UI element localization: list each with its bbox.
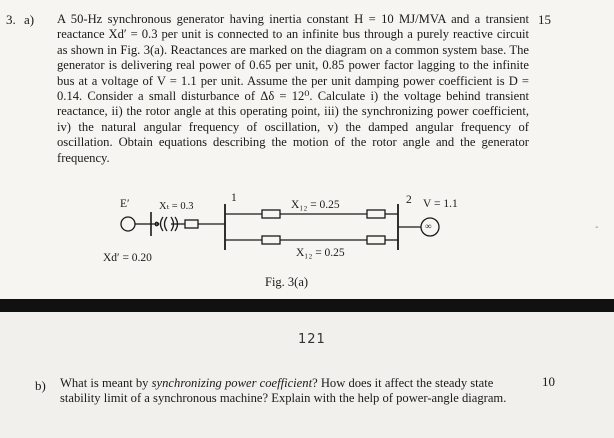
question-number: 3. (6, 12, 16, 27)
part-b-label: b) (35, 378, 46, 393)
line-1-reactance-left (262, 210, 280, 218)
part-b-text-start: What is meant by (60, 376, 152, 390)
figure-caption: Fig. 3(a) (265, 275, 309, 289)
line-2-reactance-right (367, 236, 385, 244)
page-divider (0, 299, 614, 313)
transformer-reactance (185, 220, 198, 228)
line-2-reactance-label: X₁₂ = 0.25 (296, 247, 345, 259)
part-b-italic-term: synchronizing power coefficient (151, 376, 313, 390)
infinity-icon: ∞ (425, 221, 432, 231)
part-a-label: a) (24, 12, 35, 27)
generator-symbol (121, 217, 135, 231)
bus-2-label: 2 (406, 194, 412, 206)
line-1-reactance-label: X₁₂ = 0.25 (291, 199, 340, 211)
line-1-reactance-right (367, 210, 385, 218)
line-2-reactance-left (262, 236, 280, 244)
emf-label: E′ (120, 198, 130, 210)
generator-reactance-label: Xd′ = 0.20 (103, 252, 152, 264)
margin-mark: - (595, 222, 599, 233)
page-lower (0, 312, 614, 438)
bus-1-label: 1 (231, 192, 237, 204)
part-a-marks: 15 (538, 12, 551, 27)
transformer-reactance-label: Xₜ = 0.3 (159, 201, 194, 212)
transformer-symbol (161, 217, 168, 231)
part-b-text-end: ? How does it affect the steady state stability limit of a synchronous machine? Explain with the help of power-angle diagram. (60, 376, 507, 406)
infinite-bus-voltage-label: V = 1.1 (423, 198, 458, 210)
part-a-text: A 50-Hz synchronous generator having inertia constant H = 10 MJ/MVA and a transient reactance Xd′ = 0.3 per unit is connected to an infinite bus through a purely reactive circuit as shown in Fig. 3(a). Reactances are marked on the diagram on a common system base. The generator is delivering real power of 0.65 per unit, 0.85 power factor lagging to the infinite bus at a voltage of V = 1.1 per unit. Assume the per unit damping power coefficient is D = 0.14. Consider a small disturbance of Δδ = 12⁰. Calculate i) the voltage behind transient reactance, ii) the rotor angle at this operating point, iii) the synchronizing power coefficient, iv) the natural angular frequency of oscillation, v) the damped angular frequency of oscillation. Obtain equations describing the motion of the rotor angle and the generator frequency. (57, 12, 529, 165)
part-b-text (60, 376, 530, 407)
part-b-marks: 10 (542, 374, 555, 389)
page-number: 121 (298, 332, 326, 347)
